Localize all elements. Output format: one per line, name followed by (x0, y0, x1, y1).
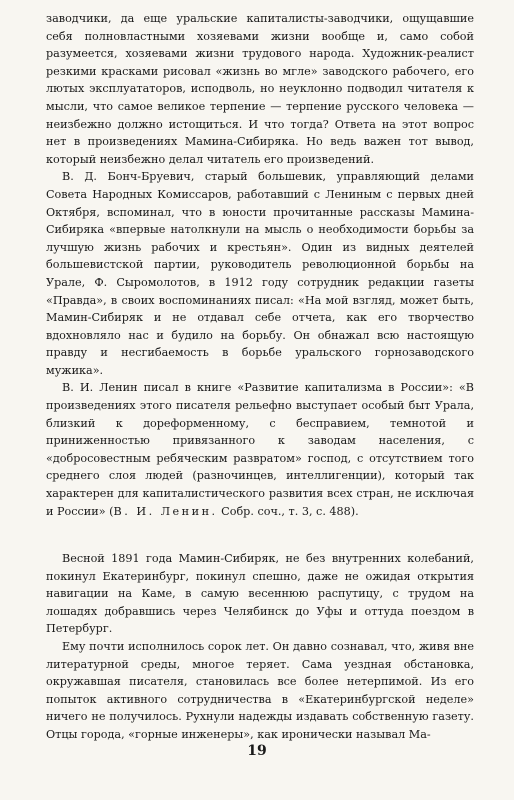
paragraph-bonch-bruevich: В. Д. Бонч-Бруевич, старый большевик, управляющий делами Совета Народных Комиссаров, работавший с Лениным с первых дней Октября, вспоминал, что в юности прочитанные рассказы Мамина-Сибиряка «впервые натолкнули на мысль о необходимости борьбы за лучшую жизнь рабочих и крестьян». Один из видных деятелей большевистской партии, руководитель революционной борьбы на Урале, Ф. Сыромолотов, в 1912 году сотрудник редакции газеты «Правда», в своих воспоминаниях писал: «На мой взгляд, может быть, Мамин-Сибиряк и не отдавал себе отчета, как его творчество вдохновляло нас и будило на борьбу. Он обнажал всю настоящую правду и несгибаемость в борьбе уральского горнозаводского мужика». (46, 170, 474, 377)
page-number: 19 (247, 743, 267, 759)
lenin-quote-text: В. И. Ленин писал в книге «Развитие капитализма в России»: «В произведениях этого писателя рельефно выступает особый быт Урала, близкий к дореформенному, с бесправием, темнотой и приниженностью привязанного к заводам населения, с «добросовестным ребяческим развратом» господ, с отсутствием того среднего слоя людей (разночинцев, интеллигенции), который так характерен для капиталистического развития всех стран, не исключая и России» ( (46, 381, 474, 518)
text-section-upper (46, 10, 474, 520)
paragraph-forty-years: Ему почти исполнилось сорок лет. Он давно сознавал, что, живя вне литературной среды, многое теряет. Сама уездная обстановка, окружавшая писателя, становилась все более нетерпимой. Из его попыток активного сотрудничества в «Екатеринбургской неделе» ничего не получилось. Рухнули надежды издавать собственную газету. Отцы города, «горные инженеры», как иронически называл Ма- (46, 639, 474, 741)
paragraph-lenin-quote (46, 379, 474, 520)
lenin-author: В. И. Ленин. (113, 504, 218, 518)
text-section-lower (46, 550, 474, 744)
paragraph-spring-1891: Весной 1891 года Мамин-Сибиряк, не без внутренних колебаний, покинул Екатеринбург, покинул спешно, даже не ожидая открытия навигации на Каме, в самую весеннюю распутицу, с трудом на лошадях добравшись через Челябинск до Уфы и оттуда поездом в Петербург. (46, 552, 474, 636)
lenin-reference: Собр. соч., т. 3, с. 488). (217, 504, 359, 518)
paragraph-workers-life: заводчики, да еще уральские капиталисты-заводчики, ощущавшие себя полновластными хозяевами жизни вообще и, само собой разумеется, хозяевами жизни трудового народа. Художник-реалист резкими красками рисовал «жизнь во мгле» заводского рабочего, его лютых эксплуататоров, исподволь, но неуклонно подводил читателя к мысли, что самое великое терпение — терпение русского человека — неизбежно должно истощиться. И что тогда? Ответа на этот вопрос нет в произведениях Мамина-Сибиряка. Но ведь важен тот вывод, который неизбежно делал читатель его произведений. (46, 12, 474, 166)
